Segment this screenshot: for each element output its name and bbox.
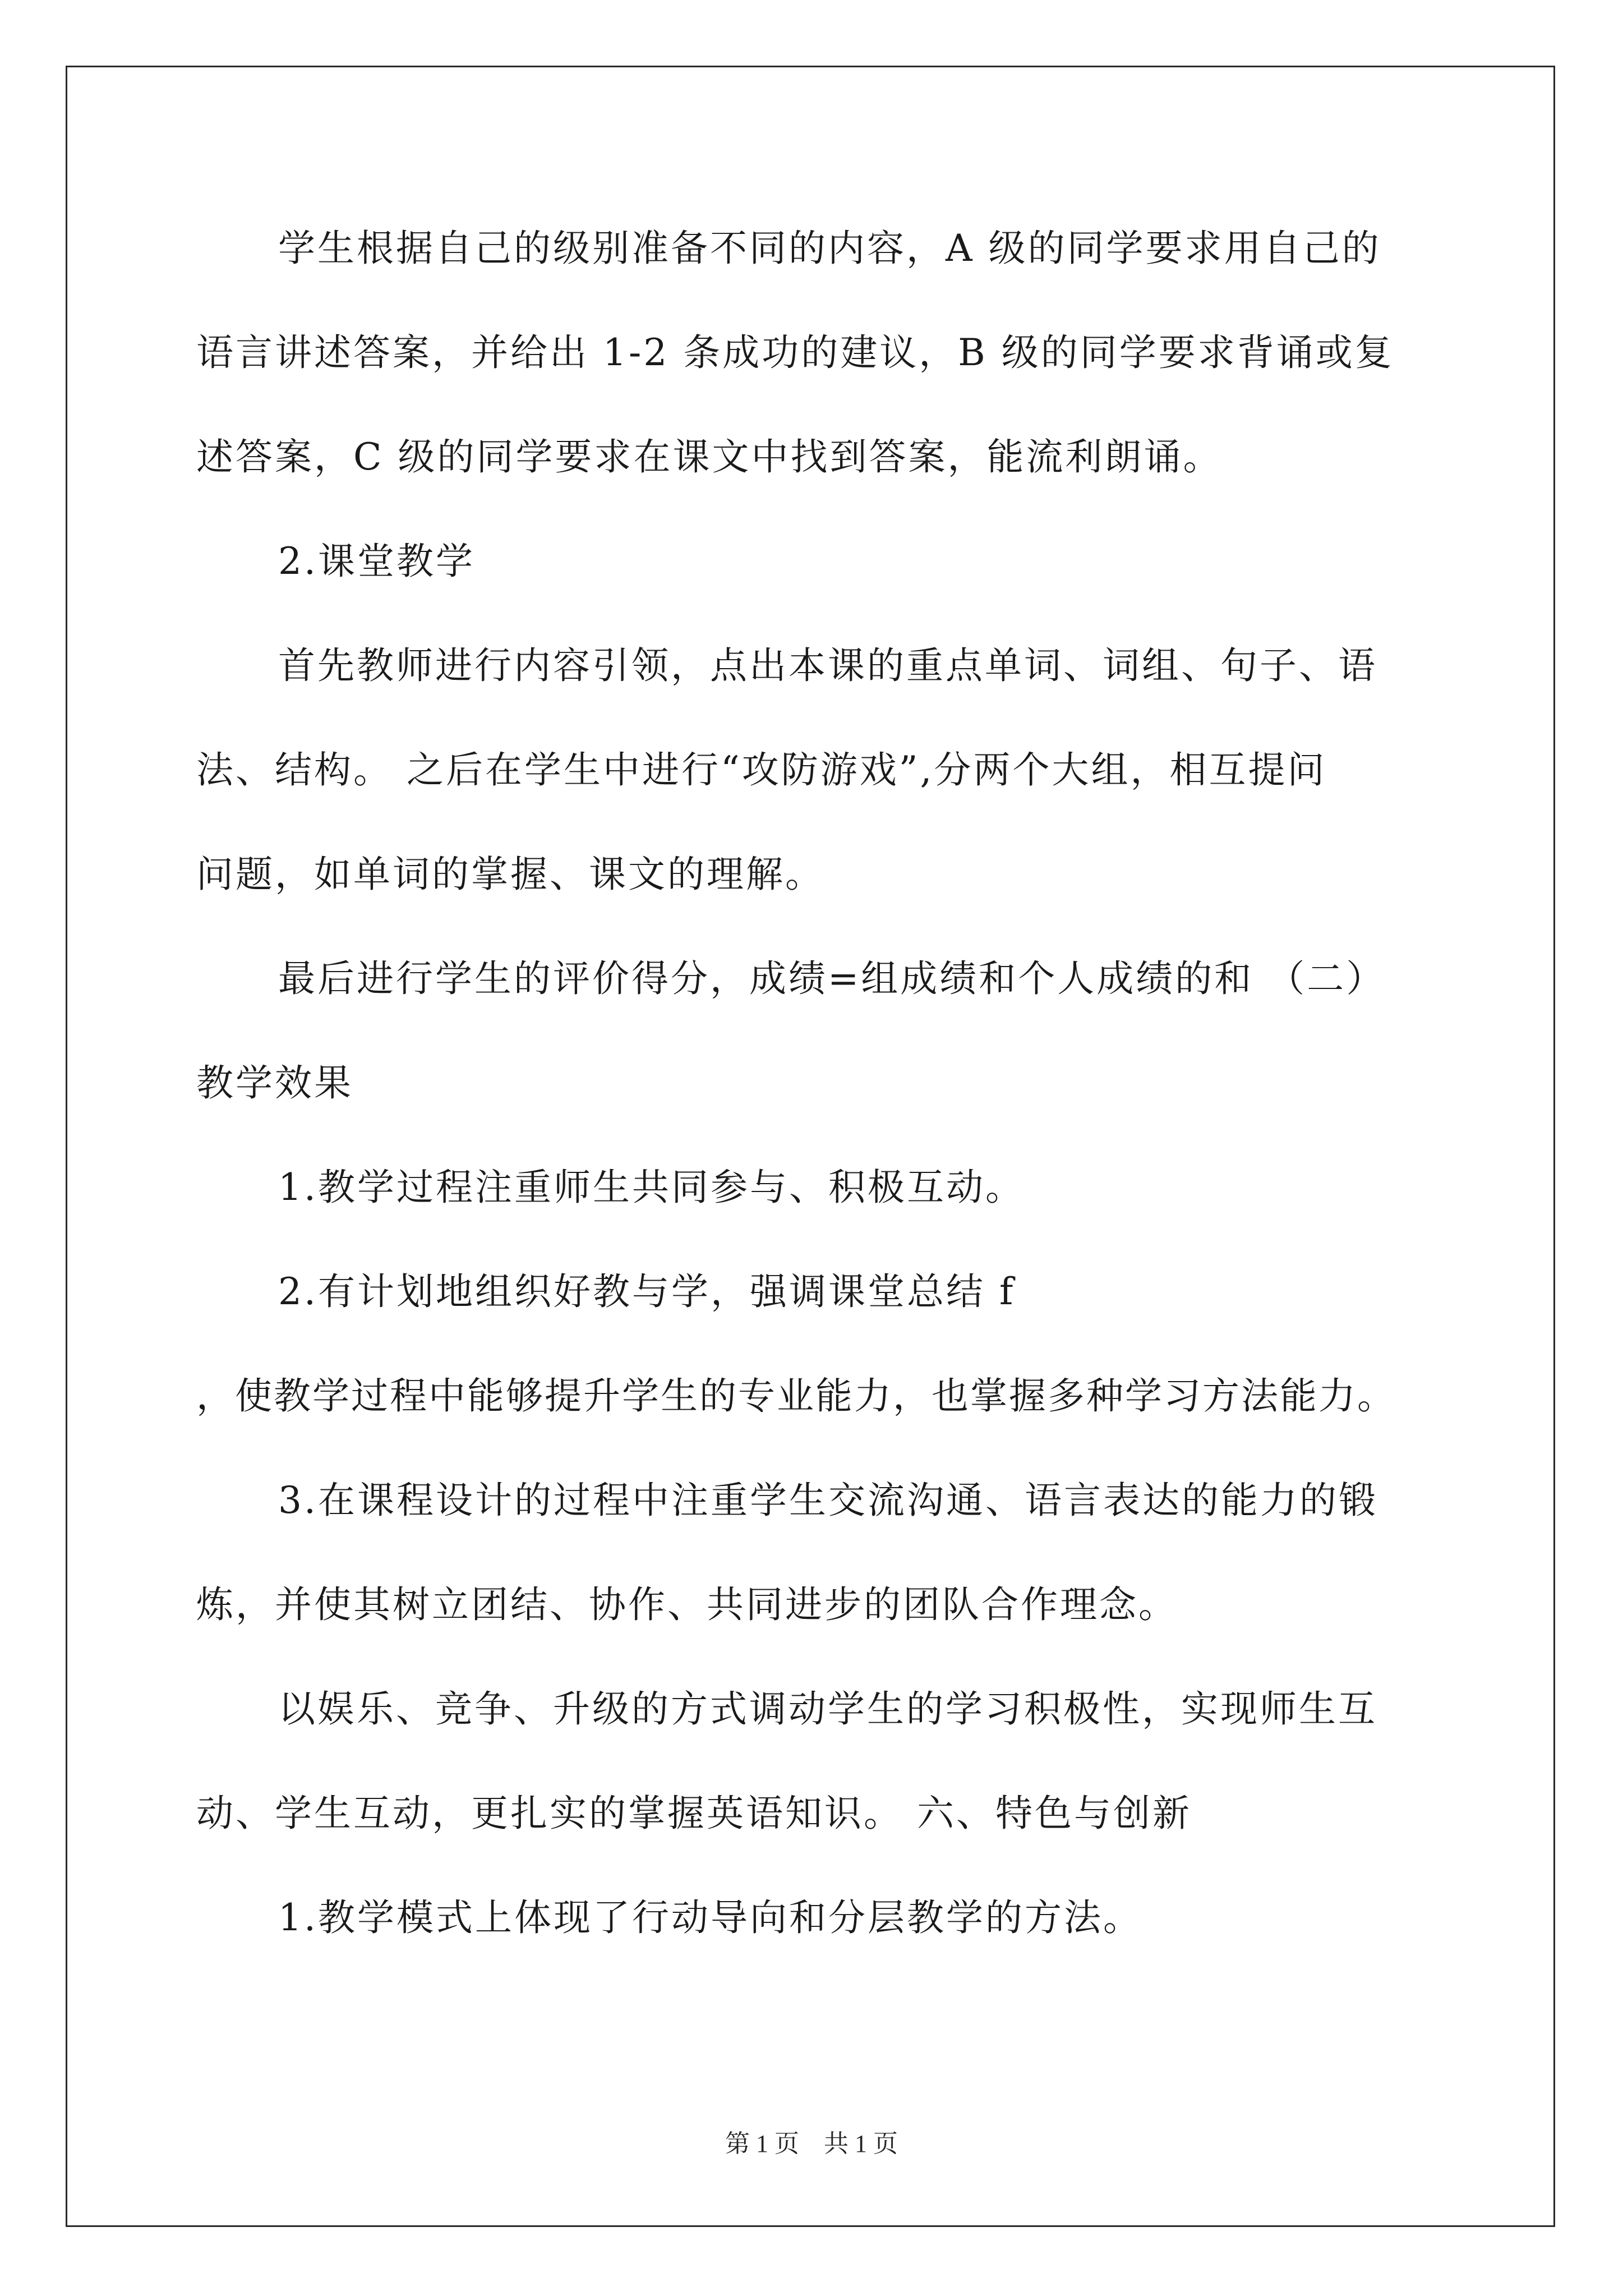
paragraph-line: 首先教师进行内容引领，点出本课的重点单词、词组、句子、语 xyxy=(278,644,1377,687)
paragraph-line: 语言讲述答案，并给出 1-2 条成功的建议，B 级的同学要求背诵或复 xyxy=(196,331,1394,374)
list-item: 3.在课程设计的过程中注重学生交流沟通、语言表达的能力的锻 xyxy=(278,1479,1378,1522)
paragraph-line: 学生根据自己的级别准备不同的内容，A 级的同学要求用自己的 xyxy=(278,227,1381,270)
paragraph-line: 动、学生互动，更扎实的掌握英语知识。 六、特色与创新 xyxy=(196,1792,1192,1835)
paragraph-line: 述答案，C 级的同学要求在课文中找到答案，能流利朗诵。 xyxy=(196,435,1223,478)
paragraph-line: 最后进行学生的评价得分，成绩=组成绩和个人成绩的和 （二） xyxy=(278,957,1386,1000)
paragraph-line: 法、结构。 之后在学生中进行“攻防游戏”,分两个大组，相互提问 xyxy=(196,748,1327,792)
paragraph-line: 问题，如单词的掌握、课文的理解。 xyxy=(196,853,824,896)
section-heading: 教学效果 xyxy=(196,1061,353,1105)
paragraph-line: ，使教学过程中能够提升学生的专业能力，也掌握多种学习方法能力。 xyxy=(196,1374,1396,1418)
section-heading: 2.课堂教学 xyxy=(278,540,475,583)
list-item: 1.教学过程注重师生共同参与、积极互动。 xyxy=(278,1166,1025,1209)
list-item: 2.有计划地组织好教与学，强调课堂总结 f xyxy=(278,1270,1016,1313)
page-number-footer: 第 1 页 共 1 页 xyxy=(725,2130,898,2157)
paragraph-line: 以娱乐、竞争、升级的方式调动学生的学习积极性，实现师生互 xyxy=(278,1687,1377,1731)
paragraph-line: 炼，并使其树立团结、协作、共同进步的团队合作理念。 xyxy=(196,1583,1178,1626)
list-item: 1.教学模式上体现了行动导向和分层教学的方法。 xyxy=(278,1896,1142,1939)
